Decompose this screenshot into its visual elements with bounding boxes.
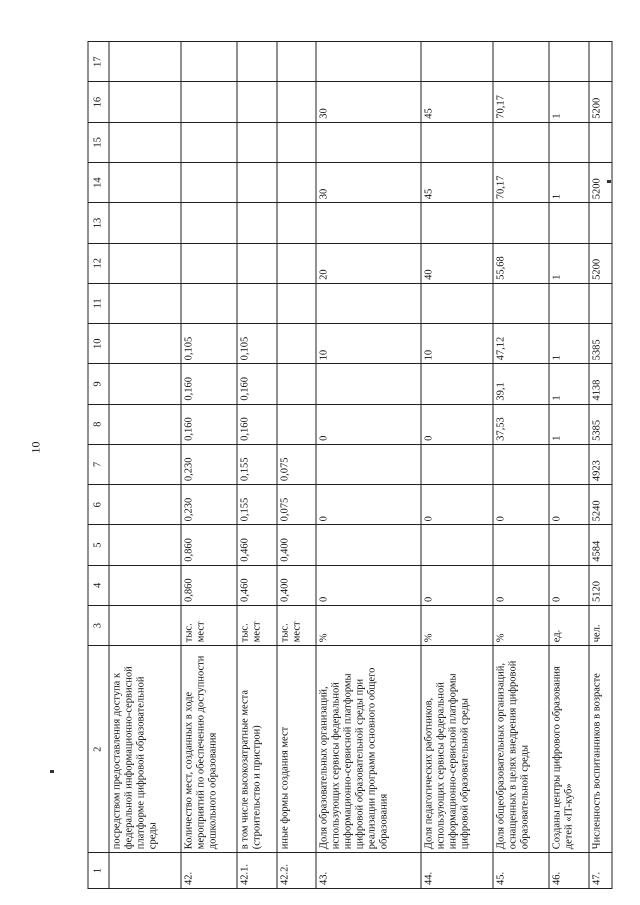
table-row — [421, 42, 493, 889]
table-cell — [277, 324, 317, 364]
table-cell: 0,860 — [181, 525, 237, 565]
table-cell — [237, 82, 277, 122]
table-cell: 0 — [493, 485, 549, 525]
table-cell — [589, 203, 612, 243]
table-cell: 0,230 — [181, 444, 237, 484]
table-cell: 5385 — [589, 404, 612, 444]
table-cell: 30 — [316, 163, 421, 203]
table-cell: 1 — [549, 243, 589, 283]
table-cell: 5240 — [589, 485, 612, 525]
table-cell — [181, 163, 237, 203]
table-cell — [316, 283, 421, 323]
table-cell: 0,160 — [181, 404, 237, 444]
indicator-name-cell: в том числе высокозатратные места (строительство и пристрои) — [237, 646, 277, 853]
table-cell: 0 — [316, 404, 421, 444]
table-cell: 45 — [421, 163, 493, 203]
indicator-name-cell: Доля общеобразовательных организаций, оснащенных в целях внедрения цифровой образовательной среды — [493, 646, 549, 853]
table-cell: 5200 — [589, 82, 612, 122]
table-cell — [237, 283, 277, 323]
table-cell — [493, 122, 549, 162]
table-cell: 55,68 — [493, 243, 549, 283]
table-cell: 0 — [316, 485, 421, 525]
table-cell — [316, 525, 421, 565]
table-cell: тыс. мест — [277, 605, 317, 645]
table-cell: 1 — [549, 364, 589, 404]
table-cell — [316, 122, 421, 162]
column-header: 3 — [88, 605, 109, 645]
table-cell: 0 — [549, 565, 589, 605]
table-cell: 70,17 — [493, 82, 549, 122]
column-header: 15 — [88, 122, 109, 162]
table-cell — [493, 444, 549, 484]
column-header: 4 — [88, 565, 109, 605]
table-cell: 4138 — [589, 364, 612, 404]
table-cell: 1 — [549, 163, 589, 203]
table-row — [277, 42, 317, 889]
table-cell — [109, 42, 181, 83]
table-cell — [421, 42, 493, 83]
table-cell — [237, 203, 277, 243]
table-cell — [589, 283, 612, 323]
table-cell: % — [316, 605, 421, 645]
table-cell: 0 — [549, 485, 589, 525]
table-cell: 44. — [421, 853, 493, 889]
table-cell: 0,160 — [237, 404, 277, 444]
table-cell — [421, 122, 493, 162]
table-cell — [237, 243, 277, 283]
data-table — [88, 41, 613, 889]
table-cell: 0,230 — [181, 485, 237, 525]
table-cell: тыс. мест — [237, 605, 277, 645]
table-cell: 0 — [421, 485, 493, 525]
table-cell: 0,075 — [277, 444, 317, 484]
table-cell: 47,12 — [493, 324, 549, 364]
table-cell — [109, 404, 181, 444]
table-cell: 42.2. — [277, 853, 317, 889]
table-row — [549, 42, 589, 889]
table-cell — [181, 203, 237, 243]
table-body — [109, 42, 612, 889]
column-header: 16 — [88, 82, 109, 122]
table-cell: 70,17 — [493, 163, 549, 203]
table-cell — [109, 163, 181, 203]
table-cell — [109, 203, 181, 243]
table-cell — [493, 42, 549, 83]
table-cell — [277, 163, 317, 203]
table-cell — [421, 444, 493, 484]
column-header: 1 — [88, 853, 109, 889]
table-cell: тыс. мест — [181, 605, 237, 645]
column-header: 5 — [88, 525, 109, 565]
rotated-table-container — [88, 41, 613, 889]
table-cell — [109, 853, 181, 889]
table-cell: 45 — [421, 82, 493, 122]
table-cell — [493, 525, 549, 565]
table-cell: 0,400 — [277, 525, 317, 565]
table-cell: 0,155 — [237, 485, 277, 525]
column-header: 6 — [88, 485, 109, 525]
table-cell: 47. — [589, 853, 612, 889]
table-cell — [277, 283, 317, 323]
table-cell: 46. — [549, 853, 589, 889]
table-cell — [237, 163, 277, 203]
table-cell: 0,075 — [277, 485, 317, 525]
column-header: 7 — [88, 444, 109, 484]
table-cell — [277, 364, 317, 404]
table-cell: 37,53 — [493, 404, 549, 444]
indicator-name-cell: Доля педагогических работников, использующих сервисы федеральной информационно-сервисной платформы цифровой образовательной среды — [421, 646, 493, 853]
table-cell — [181, 243, 237, 283]
table-cell: 5120 — [589, 565, 612, 605]
table-cell: 1 — [549, 404, 589, 444]
table-cell — [277, 122, 317, 162]
table-cell: ед. — [549, 605, 589, 645]
table-cell: 1 — [549, 324, 589, 364]
table-cell: 1 — [549, 82, 589, 122]
column-header: 11 — [88, 283, 109, 323]
column-header: 17 — [88, 42, 109, 83]
indicator-name-cell: Количество мест, созданных в ходе мероприятий по обеспечению доступности дошкольного образования — [181, 646, 237, 853]
table-cell — [421, 203, 493, 243]
table-cell: 4923 — [589, 444, 612, 484]
table-cell — [277, 203, 317, 243]
column-header: 14 — [88, 163, 109, 203]
table-cell: 0,860 — [181, 565, 237, 605]
table-cell: 0 — [421, 565, 493, 605]
table-cell: 42. — [181, 853, 237, 889]
table-cell: 5200 — [589, 163, 612, 203]
table-cell: 10 — [421, 324, 493, 364]
table-cell — [549, 525, 589, 565]
table-cell: 39,1 — [493, 364, 549, 404]
table-cell — [316, 364, 421, 404]
table-cell: 0 — [493, 565, 549, 605]
table-cell: % — [421, 605, 493, 645]
table-cell: 10 — [316, 324, 421, 364]
table-cell: 0 — [316, 565, 421, 605]
page-number: 10 — [28, 441, 43, 454]
table-cell: 42.1. — [237, 853, 277, 889]
table-cell — [109, 122, 181, 162]
table-cell — [316, 203, 421, 243]
table-cell — [549, 122, 589, 162]
table-cell — [589, 122, 612, 162]
table-cell: 30 — [316, 82, 421, 122]
column-header: 9 — [88, 364, 109, 404]
table-cell: 45. — [493, 853, 549, 889]
table-cell — [493, 283, 549, 323]
column-header: 12 — [88, 243, 109, 283]
table-cell — [589, 42, 612, 83]
table-cell — [421, 283, 493, 323]
table-cell — [421, 364, 493, 404]
table-cell — [109, 565, 181, 605]
table-cell: 5385 — [589, 324, 612, 364]
scan-mark — [50, 770, 54, 773]
table-cell — [109, 444, 181, 484]
table-cell — [181, 42, 237, 83]
table-cell — [109, 283, 181, 323]
table-row — [237, 42, 277, 889]
table-cell — [181, 82, 237, 122]
table-cell — [549, 42, 589, 83]
table-cell — [181, 122, 237, 162]
header-row — [88, 42, 109, 889]
table-cell — [109, 82, 181, 122]
table-cell: 0,155 — [237, 444, 277, 484]
table-cell: 0 — [421, 404, 493, 444]
table-cell: 0,460 — [237, 565, 277, 605]
indicator-name-cell: посредством предоставления доступа к федеральной информационно-сервисной платформе цифровой образовательной среды — [109, 646, 181, 853]
table-cell — [277, 82, 317, 122]
table-cell — [277, 42, 317, 83]
table-cell — [109, 525, 181, 565]
table-cell — [549, 283, 589, 323]
indicator-name-cell: иные формы создания мест — [277, 646, 317, 853]
table-cell: 4584 — [589, 525, 612, 565]
table-cell — [109, 364, 181, 404]
table-cell: 43. — [316, 853, 421, 889]
table-cell: 5200 — [589, 243, 612, 283]
table-cell: % — [493, 605, 549, 645]
indicator-name-cell: Численность воспитанников в возрасте — [589, 646, 612, 853]
table-row — [181, 42, 237, 889]
table-cell: 0,105 — [237, 324, 277, 364]
table-cell — [109, 243, 181, 283]
table-cell — [277, 404, 317, 444]
table-cell — [237, 122, 277, 162]
column-header: 10 — [88, 324, 109, 364]
indicator-name-cell: Созданы центры цифрового образования детей «IT-куб» — [549, 646, 589, 853]
table-cell — [549, 444, 589, 484]
table-cell: 20 — [316, 243, 421, 283]
table-row — [316, 42, 421, 889]
table-cell — [316, 42, 421, 83]
table-cell — [493, 203, 549, 243]
table-cell — [237, 42, 277, 83]
table-cell: 0,160 — [237, 364, 277, 404]
table-cell — [421, 525, 493, 565]
table-row — [109, 42, 181, 889]
table-cell — [316, 444, 421, 484]
table-cell — [277, 243, 317, 283]
table-cell — [109, 324, 181, 364]
table-cell: 0,400 — [277, 565, 317, 605]
table-cell: 0,460 — [237, 525, 277, 565]
table-cell: чел. — [589, 605, 612, 645]
table-cell — [109, 605, 181, 645]
table-row — [493, 42, 549, 889]
column-header: 8 — [88, 404, 109, 444]
table-row — [589, 42, 612, 889]
column-header: 13 — [88, 203, 109, 243]
table-cell — [181, 283, 237, 323]
table-cell — [549, 203, 589, 243]
indicator-name-cell: Доля образовательных организаций, использующих сервисы федеральной информационно-сервисной платформы цифровой образовательной среды при реализации программ основного общего образования — [316, 646, 421, 853]
table-cell — [109, 485, 181, 525]
table-cell: 0,160 — [181, 364, 237, 404]
column-header: 2 — [88, 646, 109, 853]
table-cell: 40 — [421, 243, 493, 283]
table-cell: 0,105 — [181, 324, 237, 364]
